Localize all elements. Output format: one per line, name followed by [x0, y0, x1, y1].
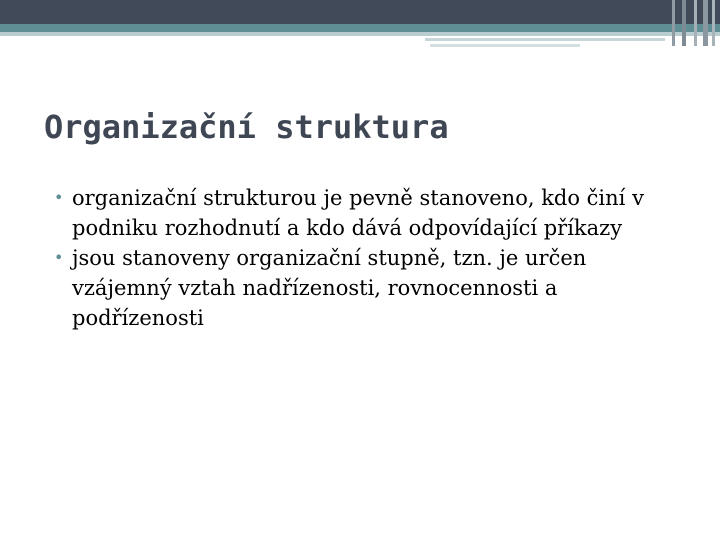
- bullet-item: [54, 243, 674, 333]
- bullet-dot-icon: •: [54, 188, 64, 207]
- header-line-decoration-short: [430, 44, 580, 47]
- corner-stripe: [712, 0, 715, 46]
- bullet-dot-icon: •: [54, 248, 64, 267]
- corner-stripe: [694, 0, 697, 46]
- bullet-list: [54, 183, 674, 333]
- bullet-text: jsou stanoveny organizační stupně, tzn. je určen vzájemný vztah nadřízenosti, rovnocennosti a podřízenosti: [72, 246, 587, 330]
- corner-stripe: [672, 0, 675, 46]
- corner-stripe: [703, 0, 708, 46]
- slide-title: Organizační struktura: [44, 108, 449, 146]
- bullet-item: [54, 183, 674, 243]
- header-bar-light: [0, 32, 720, 36]
- header-bar-dark: [0, 0, 720, 24]
- header-line-decoration: [425, 38, 665, 41]
- corner-stripe: [682, 0, 686, 46]
- header-bar-accent: [0, 24, 720, 32]
- bullet-text: organizační strukturou je pevně stanoveno, kdo činí v podniku rozhodnutí a kdo dává odpovídající příkazy: [72, 186, 644, 240]
